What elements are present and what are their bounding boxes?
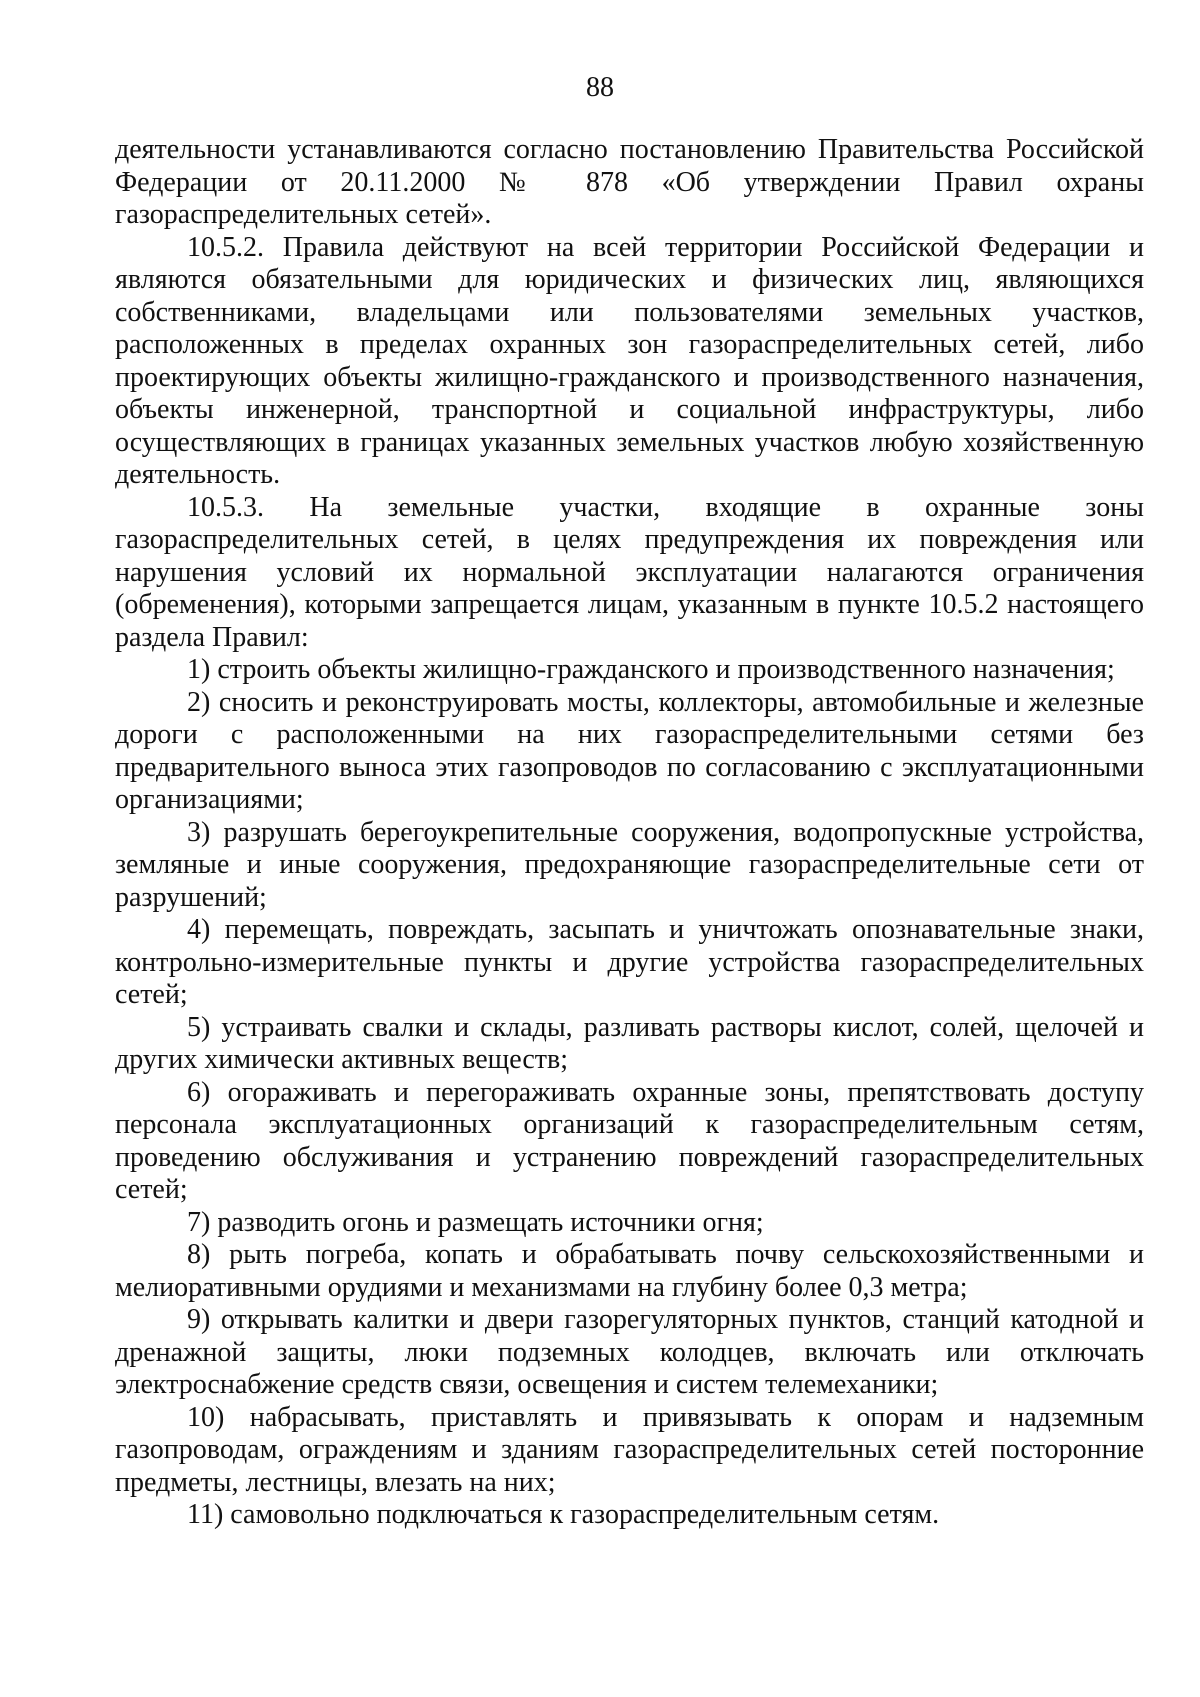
document-body — [115, 134, 1144, 1532]
list-item-4: 4) перемещать, повреждать, засыпать и уничтожать опознавательные знаки, контрольно-измерительные пункты и другие устройства газораспределительных сетей; — [115, 914, 1144, 1010]
list-item-11: 11) самовольно подключаться к газораспределительным сетям. — [187, 1499, 940, 1530]
list-item-2: 2) сносить и реконструировать мосты, коллекторы, автомобильные и железные дороги с расположенными на них газораспределительными сетями без предварительного выноса этих газопроводов по согласованию с эксплуатационными организациями; — [115, 686, 1144, 815]
list-item-10: 10) набрасывать, приставлять и привязывать к опорам и надземным газопроводам, ограждениям и зданиям газораспределительных сетей посторонние предметы, лестницы, влезать на них; — [115, 1401, 1144, 1498]
list-item-5: 5) устраивать свалки и склады, разливать растворы кислот, солей, щелочей и других химически активных веществ; — [115, 1011, 1144, 1075]
list-item-8: 8) рыть погреба, копать и обрабатывать почву сельскохозяйственными и мелиоративными орудиями и механизмами на глубину более 0,3 метра; — [115, 1239, 1144, 1303]
paragraph-10-5-3: 10.5.3. На земельные участки, входящие в охранные зоны газораспределительных сетей, в целях предупреждения их повреждения или нарушения условий их нормальной эксплуатации налагаются ограничения (обременения), которыми запрещается лицам, указанным в пункте 10.5.2 настоящего раздела Правил: — [115, 491, 1144, 653]
list-item-6: 6) огораживать и перегораживать охранные зоны, препятствовать доступу персонала эксплуатационных организаций к газораспределительным сетям, проведению обслуживания и устранению повреждений газораспределительных сетей; — [115, 1076, 1144, 1205]
list-item-9: 9) открывать калитки и двери газорегуляторных пунктов, станций катодной и дренажной защиты, люки подземных колодцев, включать или отключать электроснабжение средств связи, освещения и систем телемеханики; — [115, 1304, 1144, 1400]
list-item-7: 7) разводить огонь и размещать источники огня; — [187, 1206, 764, 1238]
list-item-1: 1) строить объекты жилищно-гражданского и производственного назначения; — [187, 654, 1115, 685]
paragraph-10-5-2: 10.5.2. Правила действуют на всей территории Российской Федерации и являются обязательными для юридических и физических лиц, являющихся собственниками, владельцами или пользователями земельных участков, расположенных в пределах охранных зон газораспределительных сетей, либо проектирующих объекты жилищно-гражданского и производственного назначения, объекты инженерной, транспортной и социальной инфраструктуры, либо осуществляющих в границах указанных земельных участков любую хозяйственную деятельность. — [115, 231, 1144, 490]
page-number: 88 — [586, 72, 614, 103]
list-item-3: 3) разрушать берегоукрепительные сооружения, водопропускные устройства, земляные и иные сооружения, предохраняющие газораспределительные сети от разрушений; — [115, 816, 1144, 913]
paragraph-continuation: деятельности устанавливаются согласно постановлению Правительства Российской Федерации от 20.11.2000 № 878 «Об утверждении Правил охраны газораспределительных сетей». — [115, 134, 1144, 230]
